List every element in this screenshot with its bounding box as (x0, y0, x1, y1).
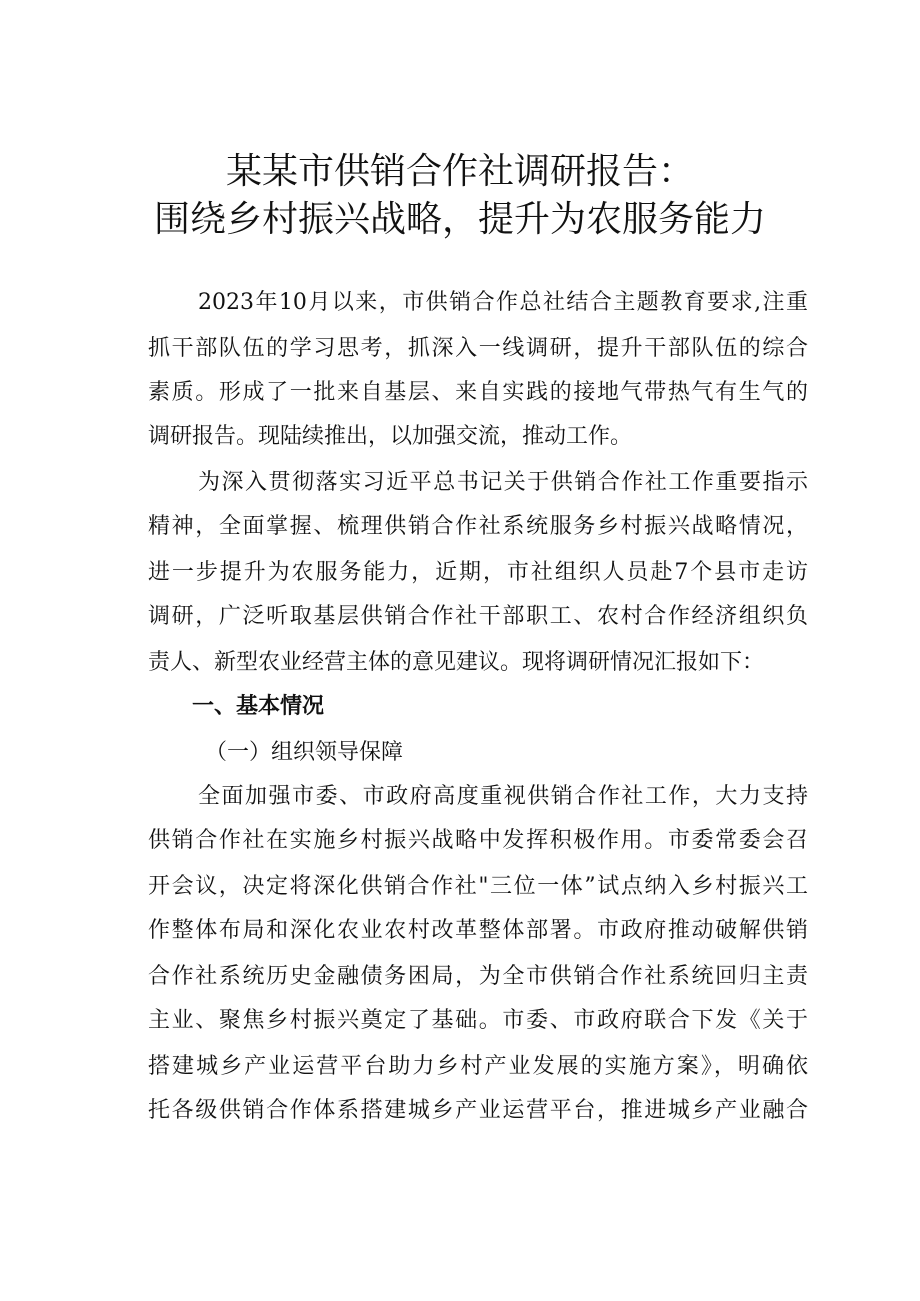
paragraph-2-line-1: 为深入贯彻落实习近平总书记关于供销合作社工作重要指示 (198, 470, 808, 495)
paragraph-1-line-3: 素质。形成了一批来自基层、来自实践的接地气带热气有生气的 (148, 380, 808, 405)
paragraph-2-line-3: 进一步提升为农服务能力，近期，市社组织人员赴7个县市走访 (148, 560, 808, 585)
subsection-heading-organization: （一）组织领导保障 (205, 740, 404, 765)
document-title-line-2: 围绕乡村振兴战略，提升为农服务能力 (153, 199, 766, 240)
document-title-line-1: 某某市供销合作社调研报告： (225, 151, 694, 192)
paragraph-2-line-5: 责人、新型农业经营主体的意见建议。现将调研情况汇报如下： (148, 650, 765, 675)
paragraph-1-line-1: 2023年10月以来，市供销合作总社结合主题教育要求,注重 (198, 290, 808, 315)
paragraph-3-line-3: 开会议，决定将深化供销合作社"三位一体”试点纳入乡村振兴工 (148, 874, 808, 899)
paragraph-2-line-4: 调研，广泛听取基层供销合作社干部职工、农村合作经济组织负 (148, 604, 808, 629)
paragraph-2-line-2: 精神，全面掌握、梳理供销合作社系统服务乡村振兴战略情况， (148, 514, 808, 539)
paragraph-1-line-2: 抓干部队伍的学习思考，抓深入一线调研，提升干部队伍的综合 (148, 336, 808, 361)
paragraph-3-line-1: 全面加强市委、市政府高度重视供销合作社工作，大力支持 (198, 784, 808, 809)
paragraph-3-line-4: 作整体布局和深化农业农村改革整体部署。市政府推动破解供销 (148, 918, 808, 943)
paragraph-3-line-5: 合作社系统历史金融债务困局，为全市供销合作社系统回归主责 (148, 964, 808, 989)
section-heading-basic-situation: 一、基本情况 (192, 694, 325, 719)
paragraph-3-line-6: 主业、聚焦乡村振兴奠定了基础。市委、市政府联合下发《关于 (148, 1008, 808, 1033)
paragraph-3-line-7: 搭建城乡产业运营平台助力乡村产业发展的实施方案》，明确依 (148, 1054, 808, 1079)
paragraph-1-line-4: 调研报告。现陆续推出，以加强交流，推动工作。 (148, 424, 633, 449)
paragraph-3-line-8: 托各级供销合作体系搭建城乡产业运营平台，推进城乡产业融合 (148, 1098, 808, 1123)
paragraph-3-line-2: 供销合作社在实施乡村振兴战略中发挥积极作用。市委常委会召 (148, 828, 808, 853)
